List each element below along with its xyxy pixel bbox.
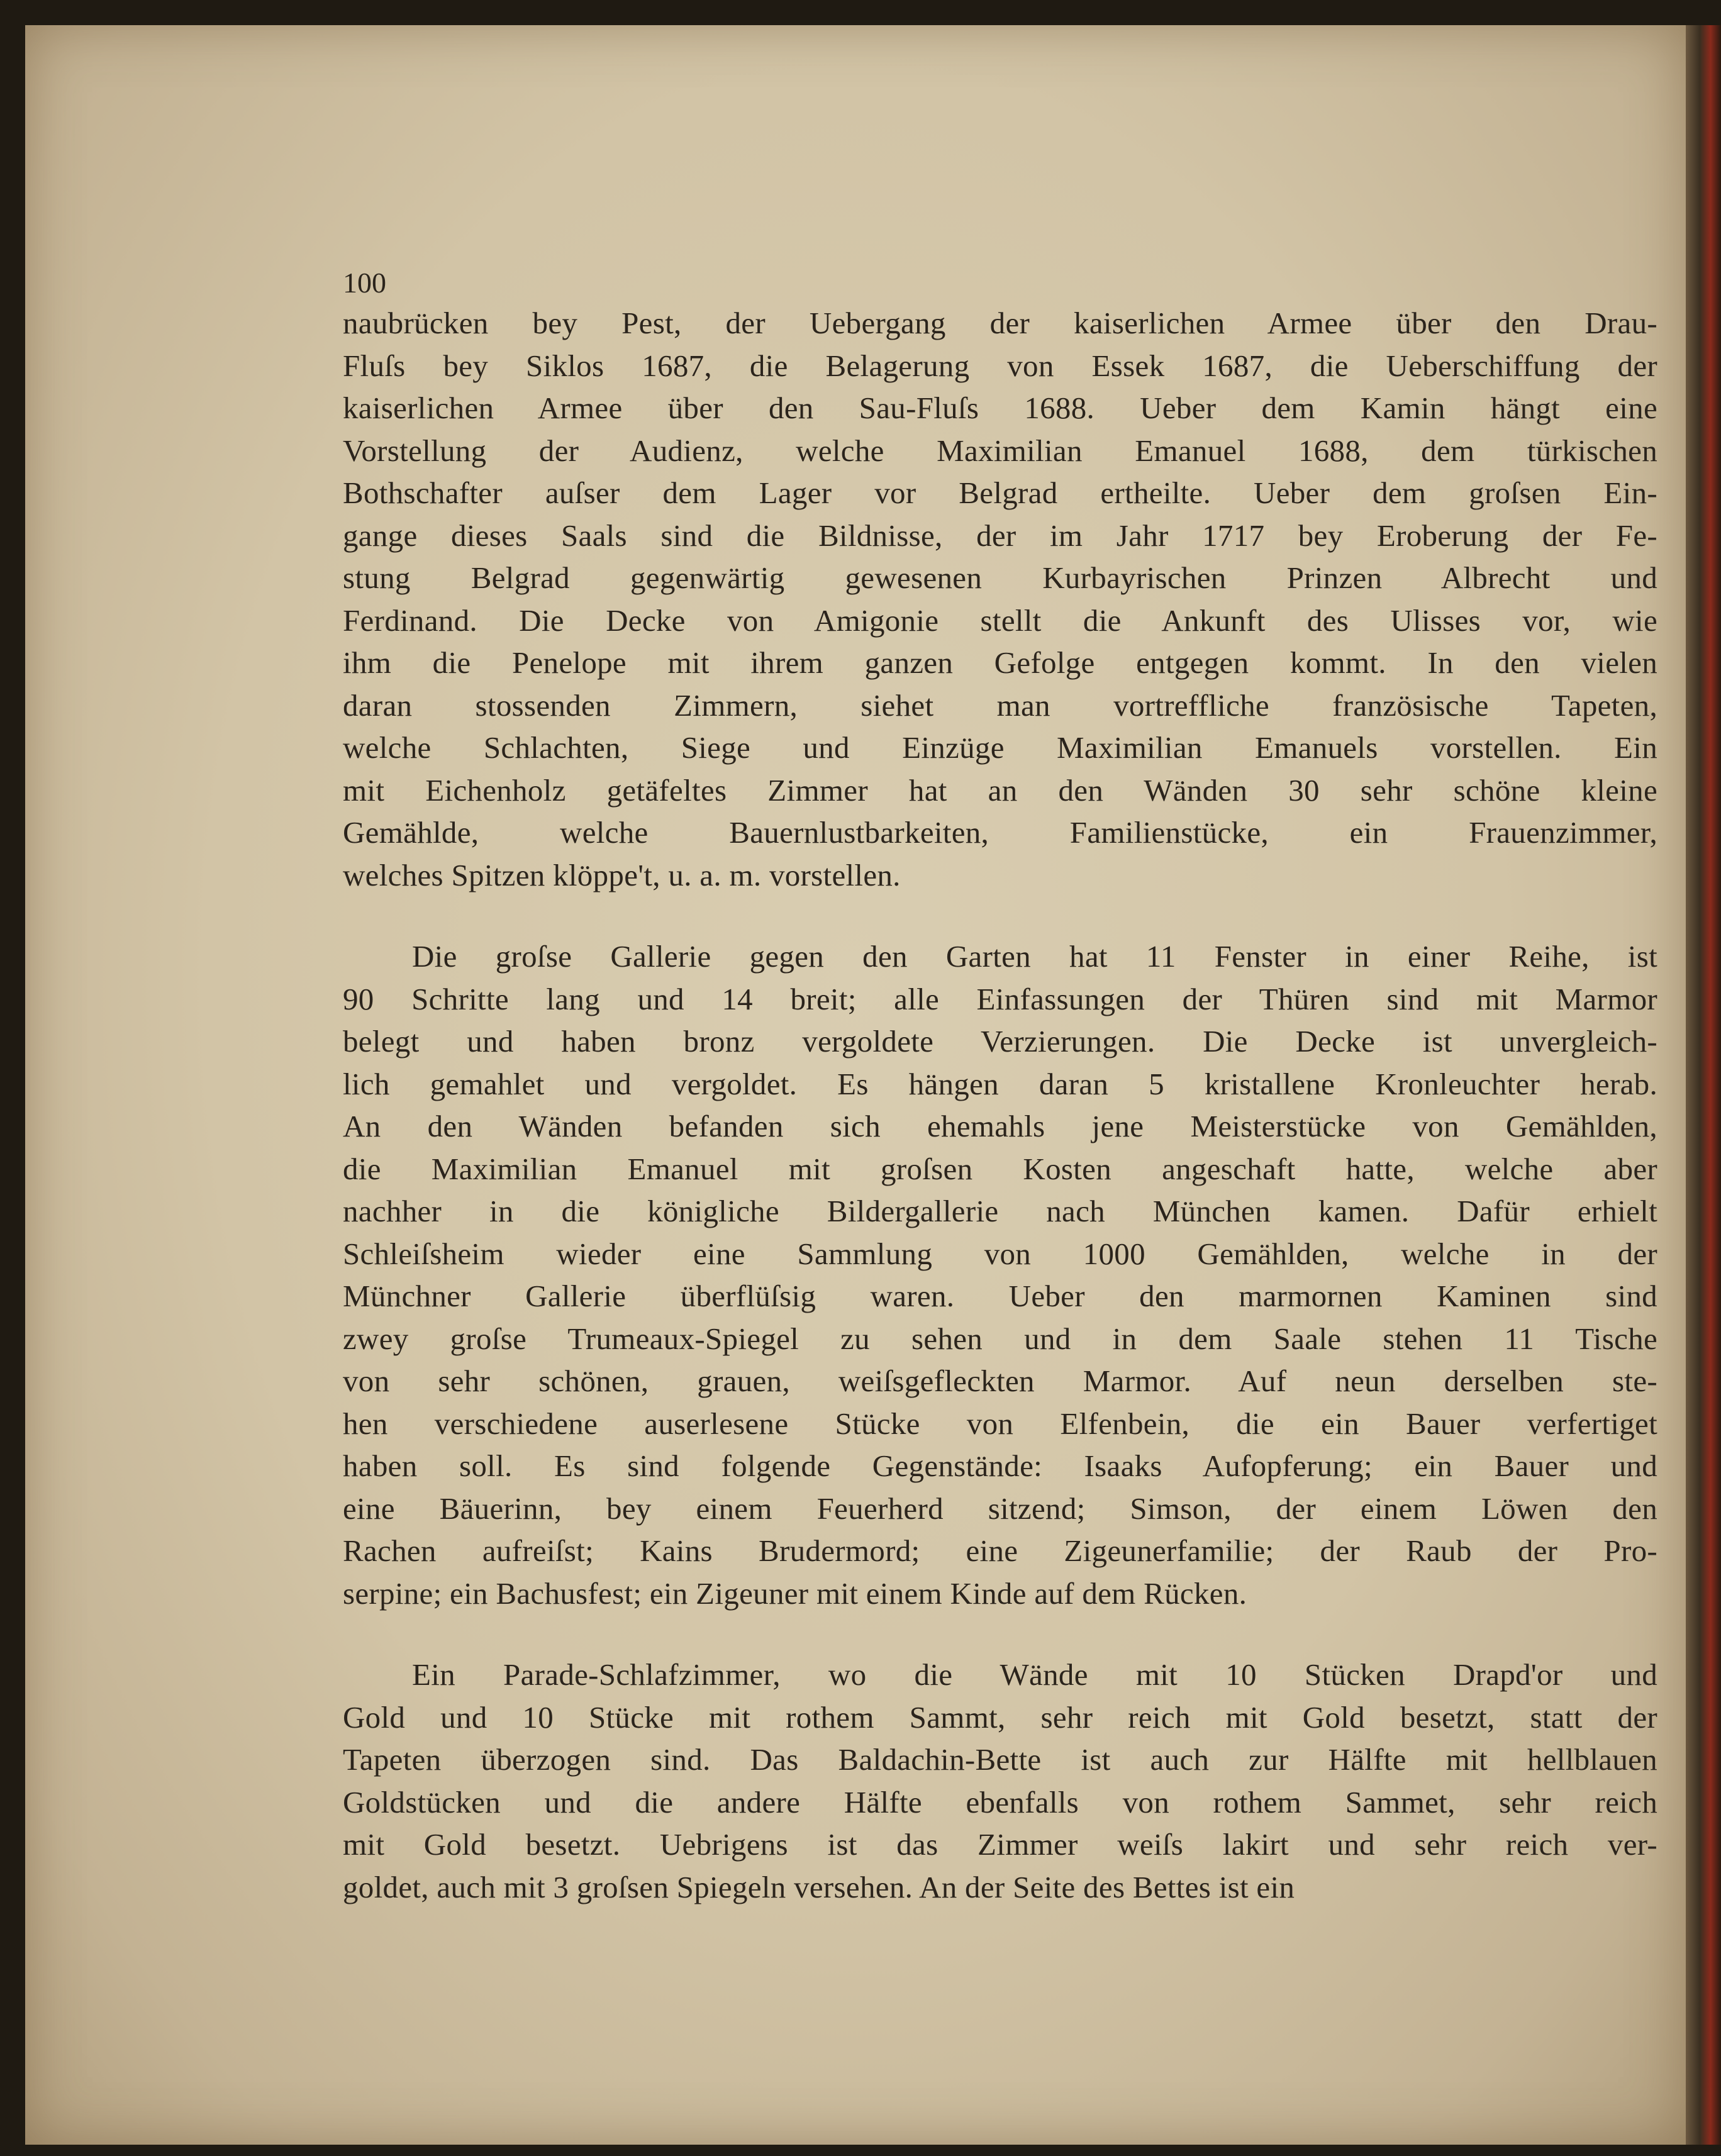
paragraphs <box>343 302 1657 1908</box>
text-line: zwey groſse Trumeaux-Spiegel zu sehen und in dem Saale stehen 11 Tische <box>343 1321 1657 1356</box>
text-line: mit Gold besetzt. Uebrigens ist das Zimmer weiſs lakirt und sehr reich ver- <box>343 1827 1657 1862</box>
text-line: welches Spitzen klöppe't, u. a. m. vorstellen. <box>343 857 901 892</box>
text-line: Gold und 10 Stücke mit rothem Sammt, sehr reich mit Gold besetzt, statt der <box>343 1699 1657 1735</box>
text-line: lich gemahlet und vergoldet. Es hängen daran 5 kristallene Kronleuchter herab. <box>343 1066 1657 1101</box>
text-line: welche Schlachten, Siege und Einzüge Maximilian Emanuels vorstellen. Ein <box>343 730 1657 765</box>
text-line: Schleiſsheim wieder eine Sammlung von 1000 Gemählden, welche in der <box>343 1236 1657 1271</box>
text-line: Tapeten überzogen sind. Das Baldachin-Bette ist auch zur Hälfte mit hellblauen <box>343 1742 1657 1777</box>
text-line: Münchner Gallerie überflüſsig waren. Ueber den marmornen Kaminen sind <box>343 1279 1657 1313</box>
paragraph <box>343 935 1657 1614</box>
text-block <box>343 264 1657 1908</box>
text-line: mit Eichenholz getäfeltes Zimmer hat an den Wänden 30 sehr schöne kleine <box>343 772 1657 808</box>
text-line: goldet, auch mit 3 groſsen Spiegeln versehen. An der Seite des Bettes ist ein <box>343 1869 1295 1904</box>
text-line: belegt und haben bronz vergoldete Verzierungen. Die Decke ist unvergleich- <box>343 1024 1657 1059</box>
text-line: Gemählde, welche Bauernlustbarkeiten, Familienstücke, ein Frauenzimmer, <box>343 815 1657 850</box>
text-line: gange dieses Saals sind die Bildnisse, der im Jahr 1717 bey Eroberung der Fe- <box>343 518 1657 553</box>
text-line: Die groſse Gallerie gegen den Garten hat 11 Fenster in einer Reihe, ist <box>412 939 1657 974</box>
text-line: die Maximilian Emanuel mit groſsen Kosten angeschaft hatte, welche aber <box>343 1151 1657 1186</box>
text-line: daran stossenden Zimmern, siehet man vortreffliche französische Tapeten, <box>343 687 1657 723</box>
text-line: haben soll. Es sind folgende Gegenstände: Isaaks Aufopferung; ein Bauer und <box>343 1448 1657 1483</box>
paragraph <box>343 302 1657 896</box>
text-line: Bothschafter auſser dem Lager vor Belgrad ertheilte. Ueber dem groſsen Ein- <box>343 475 1657 510</box>
text-line: nachher in die königliche Bildergallerie nach München kamen. Dafür erhielt <box>343 1194 1657 1228</box>
text-line: Fluſs bey Siklos 1687, die Belagerung von Essek 1687, die Ueberschiffung der <box>343 348 1657 383</box>
text-line: Rachen aufreiſst; Kains Brudermord; eine Zigeunerfamilie; der Raub der Pro- <box>343 1533 1657 1568</box>
page-number: 100 <box>343 267 386 299</box>
paragraph <box>343 1653 1657 1908</box>
text-line: Goldstücken und die andere Hälfte ebenfalls von rothem Sammet, sehr reich <box>343 1784 1657 1820</box>
book-spine-edge <box>1686 25 1721 2145</box>
text-line: naubrücken bey Pest, der Uebergang der kaiserlichen Armee über den Drau- <box>343 306 1657 340</box>
text-line: 90 Schritte lang und 14 breit; alle Einfassungen der Thüren sind mit Marmor <box>343 981 1657 1016</box>
text-line: Ein Parade-Schlafzimmer, wo die Wände mit 10 Stücken Drapd'or und <box>412 1657 1657 1692</box>
paper-sheet <box>25 25 1686 2145</box>
text-line: hen verschiedene auserlesene Stücke von Elfenbein, die ein Bauer verfertiget <box>343 1406 1657 1441</box>
text-line: kaiserlichen Armee über den Sau-Fluſs 1688. Ueber dem Kamin hängt eine <box>343 391 1657 425</box>
text-line: von sehr schönen, grauen, weiſsgefleckten Marmor. Auf neun derselben ste- <box>343 1364 1657 1398</box>
text-line: Vorstellung der Audienz, welche Maximilian Emanuel 1688, dem türkischen <box>343 433 1657 468</box>
text-line: serpine; ein Bachusfest; ein Zigeuner mit einem Kinde auf dem Rücken. <box>343 1575 1247 1611</box>
text-line: stung Belgrad gegenwärtig gewesenen Kurbayrischen Prinzen Albrecht und <box>343 560 1657 595</box>
text-line: An den Wänden befanden sich ehemahls jene Meisterstücke von Gemählden, <box>343 1109 1657 1143</box>
text-line: eine Bäuerinn, bey einem Feuerherd sitzend; Simson, der einem Löwen den <box>343 1491 1657 1526</box>
text-line: ihm die Penelope mit ihrem ganzen Gefolge entgegen kommt. In den vielen <box>343 645 1657 680</box>
text-line: Ferdinand. Die Decke von Amigonie stellt die Ankunft des Ulisses vor, wie <box>343 603 1657 638</box>
